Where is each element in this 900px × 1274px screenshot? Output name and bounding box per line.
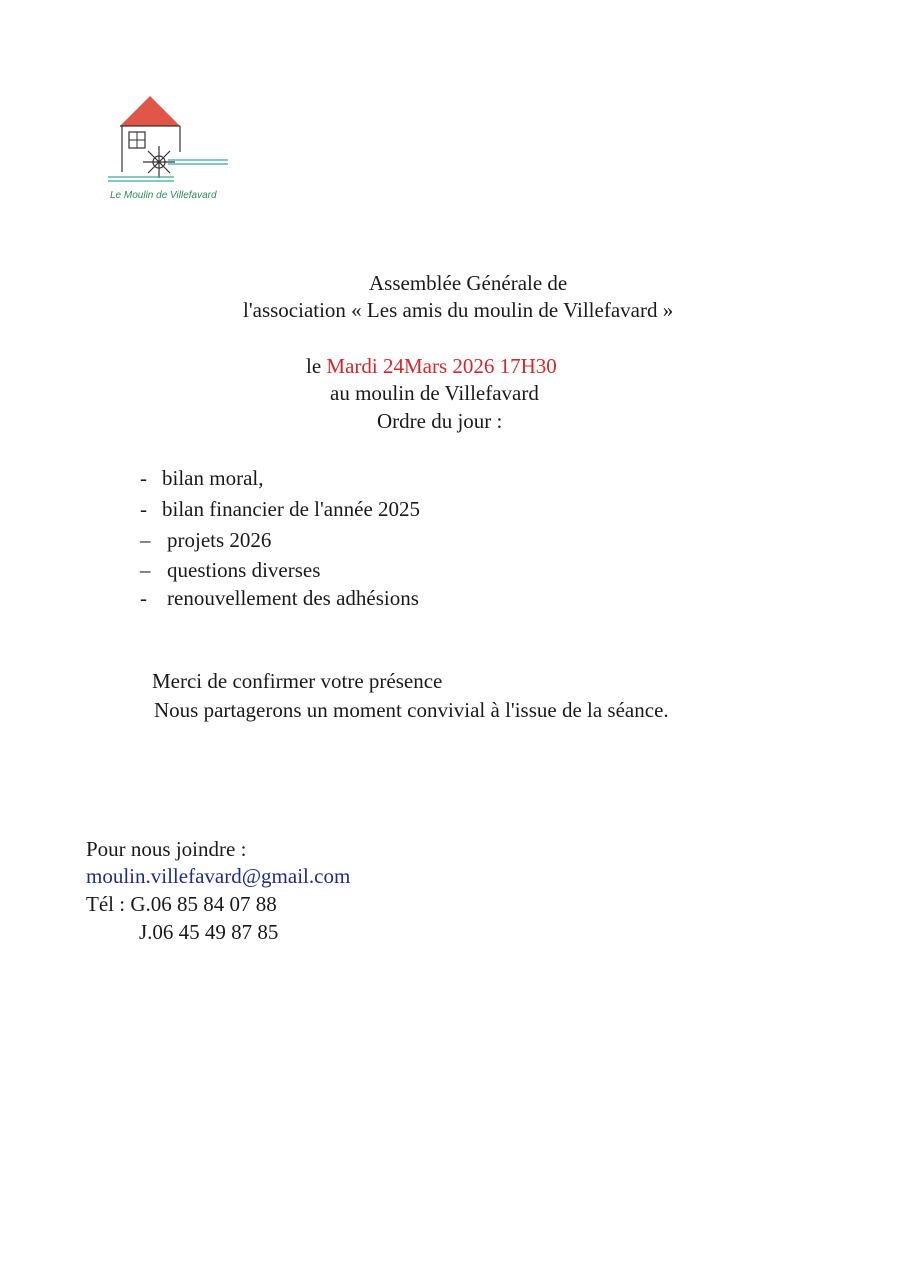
header-line1: Assemblée Générale de — [369, 271, 568, 295]
list-item-text: questions diverses — [167, 558, 321, 582]
list-dash: - — [140, 497, 147, 521]
agenda-title: Ordre du jour : — [377, 409, 503, 433]
list-dash: – — [140, 558, 151, 582]
list-dash: - — [140, 466, 147, 490]
mill-house-icon — [104, 94, 234, 189]
list-dash: - — [140, 586, 147, 610]
list-item-text: projets 2026 — [167, 528, 272, 552]
header-line2: l'association « Les amis du moulin de Villefavard » — [243, 298, 674, 322]
list-item-text: bilan moral, — [162, 466, 264, 490]
list-dash: – — [140, 528, 151, 552]
list-item — [140, 527, 151, 553]
contact-tel-1: Tél : G.06 85 84 07 88 — [86, 892, 277, 916]
list-item — [140, 465, 147, 491]
meeting-date-prefix: le — [306, 354, 327, 378]
meeting-place: au moulin de Villefavard — [330, 381, 539, 405]
confirm-presence: Merci de confirmer votre présence — [152, 669, 443, 693]
contact-title: Pour nous joindre : — [86, 837, 247, 861]
list-item — [140, 585, 147, 611]
convivial-note: Nous partagerons un moment convivial à l'issue de la séance. — [154, 698, 669, 722]
meeting-date: Mardi 24Mars 2026 17H30 — [326, 354, 557, 378]
list-item — [140, 557, 151, 583]
contact-email-link[interactable]: moulin.villefavard@gmail.com — [86, 864, 351, 888]
logo-caption: Le Moulin de Villefavard — [110, 190, 217, 201]
list-item — [140, 496, 147, 522]
moulin-logo — [104, 94, 234, 206]
contact-tel-2: J.06 45 49 87 85 — [139, 920, 279, 944]
meeting-date-line — [306, 353, 557, 379]
list-item-text: bilan financier de l'année 2025 — [162, 497, 421, 521]
list-item-text: renouvellement des adhésions — [167, 586, 419, 610]
